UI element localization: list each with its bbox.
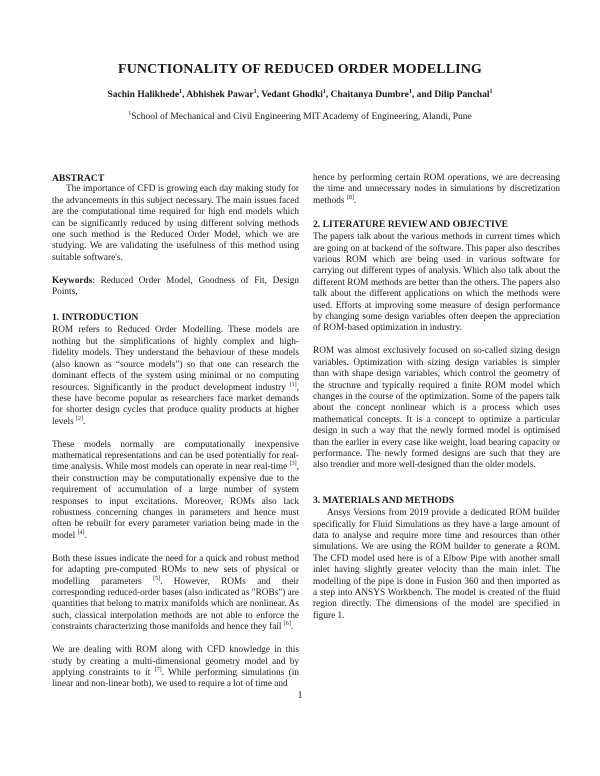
- right-column: [313, 173, 560, 622]
- intro-paragraph: Both these issues indicate the need for a quick and robust method for adapting pre-computed ROMs to new sets of physical or modelling parameters [5]. However, ROMs and their corresponding reduced-order bases (also indicated as "ROBs") are quantities that belong to matrix manifolds which are nonlinear. As such, classical interpolation methods are not able to enforce the constraints characterizing those manifolds and hence they fail [6].: [52, 553, 299, 633]
- section-heading-methods: 3. MATERIALS AND METHODS: [313, 494, 455, 506]
- author: Abhishek Pawar$^1$,: [186, 88, 262, 100]
- section-heading-literature: 2. LITERATURE REVIEW AND OBJECTIVE: [313, 218, 509, 230]
- abstract-text: The importance of CFD is growing each day making study for the advancements in this subject necessary. The main issues faced are the computational time required for high end models which can be significantly reduced by using different solving methods one such method is the Reduced Order Model, which we are studying. We are validating the usefulness of this method using suitable software's.: [52, 184, 299, 263]
- author-list: [0, 90, 600, 100]
- intro-paragraph: We are dealing with ROM along with CFD knowledge in this study by creating a multi-dimensional geometry model and by applying constraints to it [7]. While performing simulations (in linear and non-linear both), we used to require a lot of time and: [52, 645, 299, 690]
- author: Sachin Halikhede$^1$,: [107, 88, 187, 100]
- methods-paragraph: Ansys Versions from 2019 provide a dedicated ROM builder specifically for Fluid Simulations as they have a large amount of data to analyse and require more time and resources than other simulations. We are using the ROM builder to generate a ROM. The CFD model used here is of a Elbow Pipe with another small inlet having slightly greater velocity than the main inlet. The modelling of the pipe is done in Fusion 360 and then imported as a step into ANSYS Workbench. The model is created of the fluid region directly. The dimensions of the model are specified in figure 1.: [313, 508, 560, 621]
- literature-paragraph: The papers talk about the various methods in current times which are going on at backend of the software. This paper also describes various ROM which are being used in various software for carrying out different types of analysis. Which also talk about the different ROM methods are better than the others. The papers also talk about the different applications on which the methods were used. Efforts at improving some measure of design performance by changing some design variables often deepen the appreciation of ROM-based optimization in industry.: [313, 232, 560, 334]
- keywords: Keywords: Reduced Order Model, Goodness of Fit, Design Points,: [52, 275, 299, 298]
- author: Dilip Panchal$^1$: [434, 88, 493, 100]
- abstract-heading: ABSTRACT: [52, 173, 105, 184]
- intro-paragraph: These models normally are computationally inexpensive mathematical representations and can be used potentially for real-time analysis. While most models can operate in near real-time [3], their construction may be computationally expensive due to the requirement of accumulation of a large number of system responses to input excitations. Moreover, ROMs also lack robustness concerning changes in parameters and hence must often be rebuilt for every parameter variation being made in the model [4].: [52, 439, 299, 541]
- affiliation: $^1$School of Mechanical and Civil Engineering MIT Academy of Engineering, Alandi, Pune: [128, 110, 472, 122]
- paper-title: FUNCTIONALITY OF REDUCED ORDER MODELLING: [118, 62, 482, 77]
- left-column: [52, 173, 299, 691]
- author: Chaitanya Dumbre$^1$, and: [330, 88, 435, 100]
- section-heading-introduction: 1. INTRODUCTION: [52, 312, 139, 324]
- literature-paragraph: ROM was almost exclusively focused on so-called sizing design variables. Optimization with sizing design variables is simpler than with shape design variables, which control the geometry of the structure and typically required a finite ROM model which changes in the course of the optimization. Some of the papers talk about the concept nonlinear which is a process which uses mathematical concepts. It is a concept to optimize a particular design in such a way that the newly formed model is optimised than the earlier in every case like weight, load bearing capacity or performance. The newly formed designs are such that they are also trendier and more well-designed than the older models.: [313, 346, 560, 471]
- page-number: 1: [297, 690, 303, 701]
- intro-paragraph-continued: hence by performing certain ROM operations, we are decreasing the time and unnecessary nodes in simulations by discretization methods [8].: [313, 173, 560, 206]
- author: Vedant Ghodki$^1$,: [261, 88, 331, 100]
- intro-paragraph: ROM refers to Reduced Order Modelling. These models are nothing but the simplifications of highly complex and high-fidelity models. They understand the behaviour of these models (also known as “source models”) so that one can research the dominant effects of the system using minimal or no computing resources. Significantly in the product development industry [1], these have become popular as researchers face market demands for shorter design cycles that produce quality products at higher levels [2].: [52, 325, 299, 427]
